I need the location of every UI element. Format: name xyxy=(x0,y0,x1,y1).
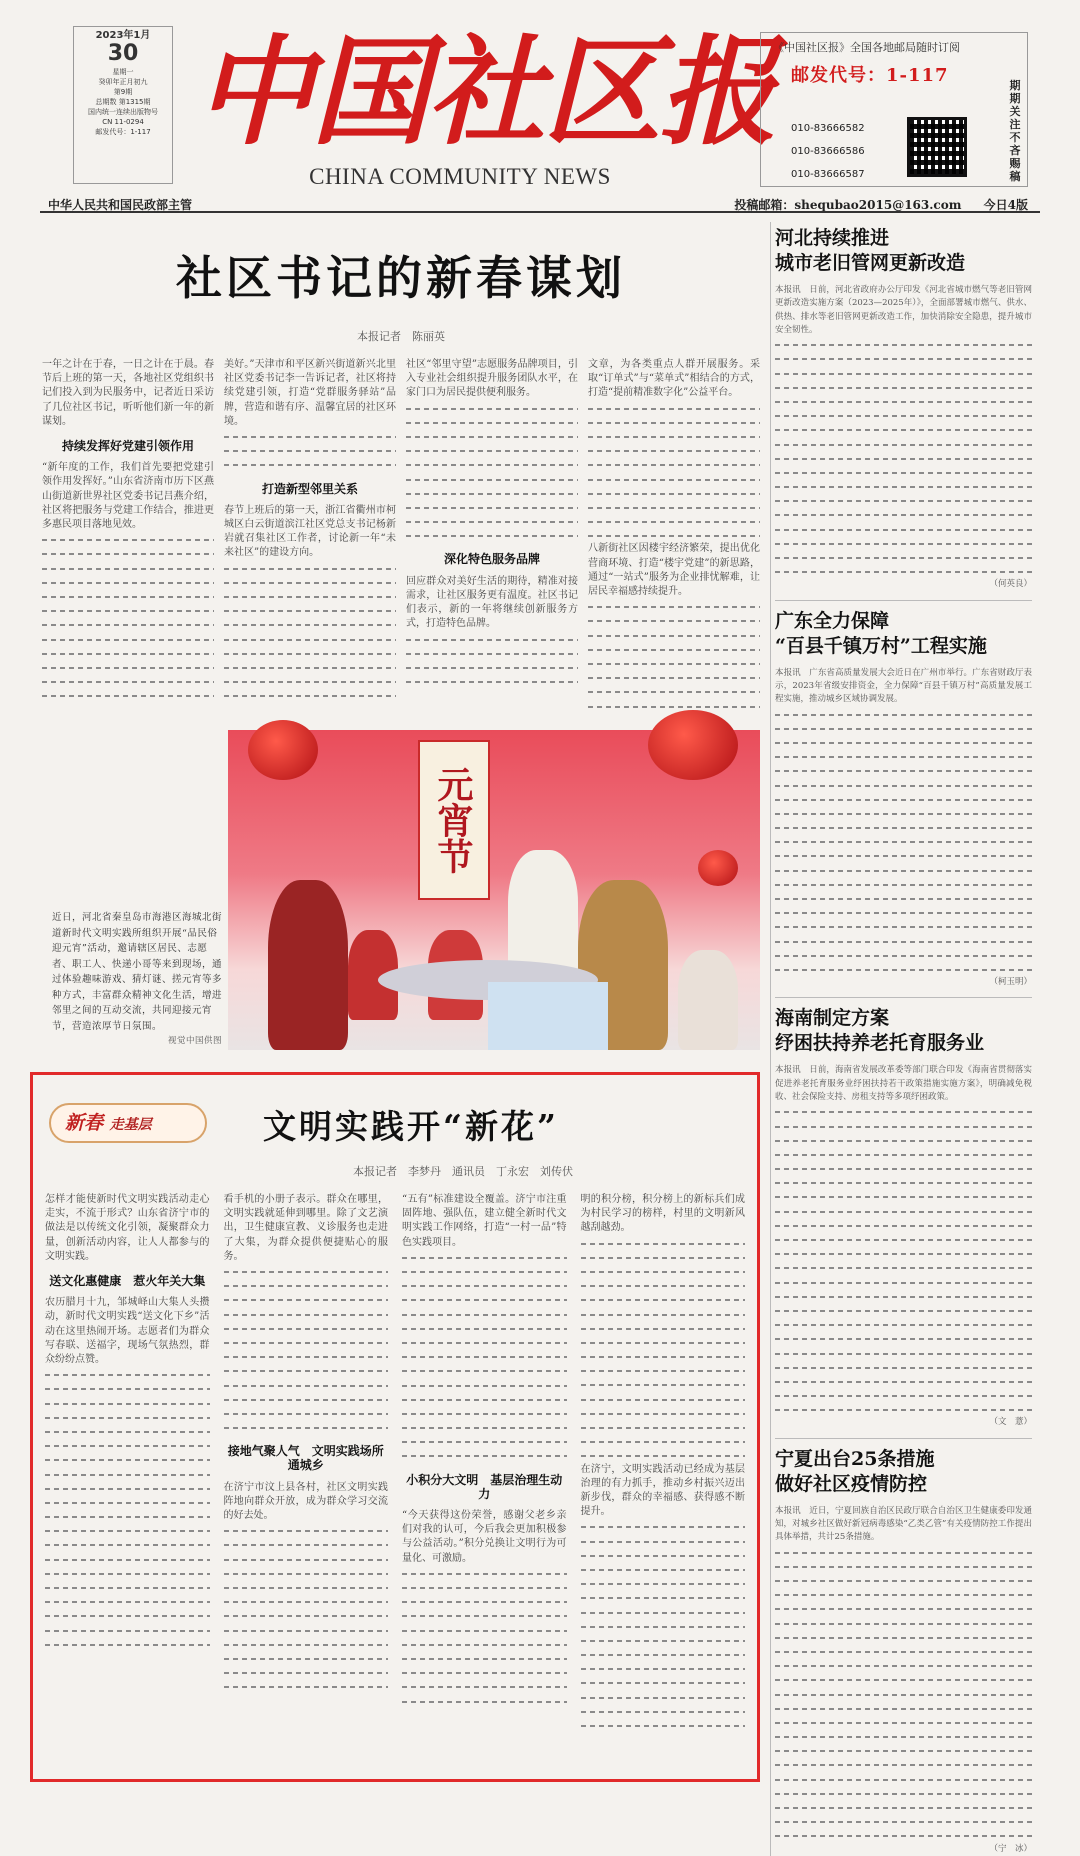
column-badge xyxy=(49,1103,207,1143)
person-figure xyxy=(268,880,348,1050)
paragraph: 本报讯 日前，海南省发展改革委等部门联合印发《海南省贯彻落实促进养老托育服务业纾困扶持若干政策措施实施方案》，明确减免税收、社会保险支持、房租支持等多项纾困政策。 xyxy=(775,1065,1032,1103)
text-lines xyxy=(775,337,1032,578)
paragraph: 八新街社区因楼宇经济繁荣，提出优化营商环境、打造“楼宇党建”的新思路，通过“一站式”服务为企业排忧解难，让居民幸福感持续提升。 xyxy=(588,543,760,598)
paragraph: 在济宁，文明实践活动已经成为基层治理的有力抓手，推动乡村振兴迈出新步伐，群众的幸福感、获得感不断提升。 xyxy=(580,1463,745,1518)
date-day: 30 xyxy=(107,41,139,66)
text-lines xyxy=(45,1367,210,1651)
text-lines xyxy=(775,707,1032,977)
text-lines xyxy=(224,429,396,472)
photo-caption xyxy=(52,730,222,1050)
subheading: 送文化惠健康 惹火年关大集 xyxy=(49,1274,206,1289)
cn-serial: 国内统一连续出版物号 xyxy=(88,108,158,116)
date-year-month: 2023年1月 xyxy=(95,30,151,41)
paragraph: “新年度的工作，我们首先要把党建引领作用发挥好。”山东省济南市历下区燕山街道新世界社区党委书记吕燕介绍，社区将把服务与党建工作结合，推进更多惠民项目落地见效。 xyxy=(42,462,214,531)
sidebar-article xyxy=(775,609,1032,999)
source-tag: （宁 冰） xyxy=(989,1843,1032,1854)
phone-number: 010-83666587 xyxy=(791,169,865,180)
sidebar-headline: 海南制定方案 纾困扶持养老托育服务业 xyxy=(775,1007,985,1055)
feature-headline: 文明实践开“新花” xyxy=(263,1107,559,1146)
subheading: 持续发挥好党建引领作用 xyxy=(61,439,194,454)
phone-number: 010-83666586 xyxy=(791,146,865,157)
paragraph: 回应群众对美好生活的期待，精准对接需求，让社区服务更有温度。社区书记们表示，新的一年将继续创新服务方式，打造特色品牌。 xyxy=(406,575,578,630)
email: 投稿邮箱：shequbao2015@163.com xyxy=(734,198,962,212)
paragraph: 春节上班后的第一天，浙江省衢州市柯城区白云街道滨江社区党总支书记杨新岩就召集社区工作者，讨论新一年“未来社区”的建设方向。 xyxy=(224,504,396,559)
text-lines xyxy=(402,1566,567,1708)
badge-main: 新春 xyxy=(65,1112,104,1134)
subheading: 接地气聚人气 文明实践场所通城乡 xyxy=(227,1444,384,1473)
sidebar-article xyxy=(775,1447,1032,1856)
phone-number: 010-83666582 xyxy=(791,123,865,134)
paragraph: “五有”标准建设全覆盖。济宁市注重固阵地、强队伍，建立健全新时代文明实践工作网络，打造“一村一品”特色实践项目。 xyxy=(402,1194,567,1248)
paragraph: “今天获得这份荣誉，感谢父老乡亲们对我的认可，今后我会更加积极参与公益活动。”积分兑换让文明行为可量化、可激励。 xyxy=(402,1510,567,1564)
paragraph: 在济宁市汶上县各村，社区文明实践阵地向群众开放，成为群众学习交流的好去处。 xyxy=(223,1481,388,1522)
photo-source: 视觉中国供图 xyxy=(167,1036,222,1046)
paragraph: 看手机的小册子表示。群众在哪里，文明实践就延伸到哪里。除了文艺演出，卫生健康宣教、义诊服务也走进了大集，为群众提供便捷贴心的服务。 xyxy=(223,1194,388,1262)
text-lines xyxy=(775,1104,1032,1416)
source-tag: （文 薏） xyxy=(989,1417,1032,1428)
newspaper-title xyxy=(195,22,776,192)
paragraph: 明的积分榜，积分榜上的新标兵们成为村民学习的榜样，村里的文明新风越刮越劲。 xyxy=(580,1194,745,1234)
source-tag: （何英良） xyxy=(989,579,1032,590)
text-lines xyxy=(224,1264,389,1434)
feature-col-2 xyxy=(224,1193,389,1773)
title-cn: 中国社区报 xyxy=(195,22,776,161)
sidebar-headline: 宁夏出台25条措施 做好社区疫情防控 xyxy=(775,1447,935,1495)
sidebar xyxy=(770,222,1032,1856)
page-count: 今日4版 xyxy=(983,198,1028,212)
badge-sub: 走基层 xyxy=(109,1117,152,1133)
sidebar-headline: 广东全力保障 “百县千镇万村”工程实施 xyxy=(775,609,987,657)
lead-headline: 社区书记的新春谋划 xyxy=(176,251,626,305)
subheading: 深化特色服务品牌 xyxy=(443,552,540,567)
lantern-icon xyxy=(248,720,318,780)
lunar-date: 癸卯年正月初九 xyxy=(98,78,148,86)
masthead-divider xyxy=(40,211,1040,213)
feature-col-3 xyxy=(402,1193,567,1773)
vertical-note: 期期关注 不吝赐稿 xyxy=(1009,79,1021,183)
cn-code: CN 11-0294 xyxy=(102,118,144,126)
total-issue: 总期数 第1315期 xyxy=(95,98,151,106)
feature-byline: 本报记者 李梦丹 通讯员 丁永宏 刘传伏 xyxy=(353,1165,573,1178)
feature-col-4 xyxy=(581,1193,746,1773)
lead-byline: 本报记者 陈丽英 xyxy=(357,330,445,343)
title-en: CHINA COMMUNITY NEWS xyxy=(309,164,611,189)
sidebar-article xyxy=(775,226,1032,601)
sidebar-article xyxy=(775,1006,1032,1438)
photo-row xyxy=(42,730,760,1050)
date-box xyxy=(73,26,173,184)
lantern-icon xyxy=(648,710,738,780)
paragraph: 美好。”天津市和平区新兴街道新兴北里社区党委书记李一告诉记者，社区将持续党建引领，打造“党群服务驿站”品牌，营造和谐有序、温馨宜居的社区环境。 xyxy=(224,359,396,427)
text-lines xyxy=(42,532,214,702)
text-lines xyxy=(775,1545,1032,1843)
sidebar-body xyxy=(775,284,1032,592)
paragraph: 社区“邻里守望”志愿服务品牌项目，引入专业社会组织提升服务团队水平，在家门口为居民提供便利服务。 xyxy=(406,359,578,399)
styrofoam-box xyxy=(488,982,608,1050)
paragraph: 怎样才能使新时代文明实践活动走心走实，不流于形式？山东省济宁市的做法是以传统文化引领，凝聚群众力量，创新活动内容，让人人都参与的文明实践。 xyxy=(45,1194,210,1262)
supervisor: 中华人民共和国民政部主管 xyxy=(48,198,193,212)
text-lines xyxy=(406,401,578,543)
qr-code-icon xyxy=(907,117,967,177)
paragraph: 农历腊月十九，邹城峄山大集人头攒动，新时代文明实践“送文化下乡”活动在这里热闹开场。志愿者们为群众写春联、送福字，现场气氛热烈，群众纷纷点赞。 xyxy=(45,1297,210,1366)
paragraph: 本报讯 广东省高质量发展大会近日在广州市举行。广东省财政厅表示，2023年省级安排资金，全力保障“百县千镇万村”高质量发展工程实施，推动城乡区域协调发展。 xyxy=(775,667,1032,705)
lantern-icon xyxy=(698,850,738,886)
subscribe-box xyxy=(760,32,1028,187)
weekday: 星期一 xyxy=(112,68,134,76)
lantern-festival-photo xyxy=(228,730,760,1050)
subheading: 小积分大文明 基层治理生动力 xyxy=(406,1472,563,1501)
text-lines xyxy=(581,1236,746,1463)
source-tag: （柯玉明） xyxy=(989,977,1032,988)
sidebar-body xyxy=(775,667,1032,990)
text-lines xyxy=(224,1523,389,1693)
paragraph: 文章，为各类重点人群开展服务。采取“订单式”与“菜单式”相结合的方式，打造“提前精准数字化”公益平台。 xyxy=(588,359,760,399)
issue-number: 第9期 xyxy=(113,88,133,96)
text-lines xyxy=(406,632,578,689)
text-lines xyxy=(224,561,396,703)
person-figure xyxy=(678,950,738,1050)
yuanxiao-sign: 元宵节 xyxy=(418,740,490,900)
text-lines xyxy=(581,1519,746,1732)
paragraph: 一年之计在于春，一日之计在于晨。春节后上班的第一天，各地社区党组织书记们投入到为民服务中，记者近日采访了几位社区书记，听听他们新一年的新谋划。 xyxy=(42,359,214,427)
postal-code: 邮发代号：1-117 xyxy=(791,65,949,86)
caption-text: 近日，河北省秦皇岛市海港区海城北街道新时代文明实践所组织开展“品民俗 迎元宵”活动，邀请辖区居民、志愿者、职工人、快递小哥等来到现场，通过体验趣味游戏、猜灯谜、搓元宵等多种方式，丰富群众精神文化生活，增进邻里之间的互动交流，共同迎接元宵节，营造浓厚节日氛围。 xyxy=(52,912,223,1032)
feature-col-1 xyxy=(45,1193,210,1773)
feature-columns xyxy=(45,1193,745,1773)
phone-list xyxy=(791,117,865,186)
text-lines xyxy=(588,599,760,713)
feature-article xyxy=(30,1072,760,1782)
paragraph: 本报讯 近日，宁夏回族自治区民政厅联合自治区卫生健康委印发通知，对城乡社区做好新冠病毒感染“乙类乙管”有关疫情防控工作提出具体举措，共计25条措施。 xyxy=(775,1505,1032,1543)
text-lines xyxy=(402,1250,567,1463)
main-column xyxy=(42,222,760,1564)
sidebar-headline: 河北持续推进 城市老旧管网更新改造 xyxy=(775,227,966,274)
postal-code-small: 邮发代号：1-117 xyxy=(95,128,151,136)
paragraph: 本报讯 日前，河北省政府办公厅印发《河北省城市燃气等老旧管网更新改造实施方案（2023—2025年）》，全面部署城市燃气、供水、供热、排水等老旧管网更新改造工作，加快消除安全隐患，提升城市安全韧性。 xyxy=(775,285,1032,335)
subheading: 打造新型邻里关系 xyxy=(261,481,358,496)
subscribe-head: 《中国社区报》全国各地邮局随时订阅 xyxy=(773,41,960,54)
sidebar-body xyxy=(775,1505,1032,1856)
masthead xyxy=(40,20,1040,215)
text-lines xyxy=(588,401,760,543)
sidebar-body xyxy=(775,1064,1032,1429)
